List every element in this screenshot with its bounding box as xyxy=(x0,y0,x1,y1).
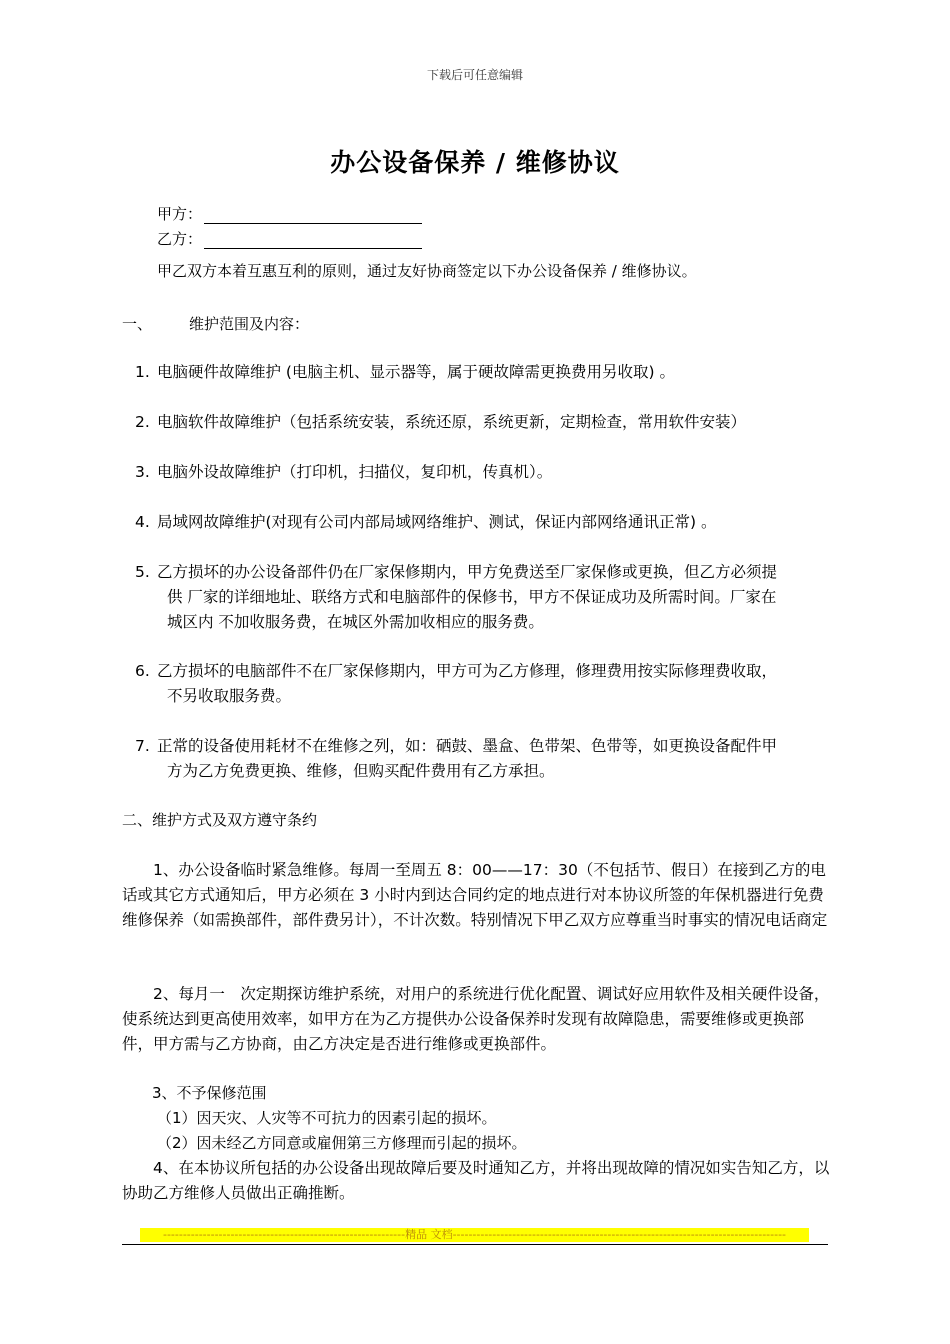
party-b-label: 乙方： xyxy=(157,230,203,248)
list-text: 电脑外设故障维护（打印机，扫描仪，复印机，传真机）。 xyxy=(157,463,553,481)
list-item-4 xyxy=(135,510,717,535)
list-item-3 xyxy=(135,460,552,485)
header-note: 下载后可任意编辑 xyxy=(426,68,523,82)
section-2-paragraph-2: 2、每月一 次定期探访维护系统，对用户的系统进行优化配置、调试好应用软件及相关硬件设备，使系统达到更高使用效率，如甲方在为乙方提供办公设备保养时发现有故障隐患，需要维修或更换部件，甲方需与乙方协商，由乙方决定是否进行维修或更换部件。 xyxy=(122,985,830,1053)
list-text: 局域网故障维护(对现有公司内部局域网络维护、测试，保证内部网络通讯正常) 。 xyxy=(157,513,717,531)
list-item-2 xyxy=(135,410,746,435)
section-2-paragraph-1: 1、办公设备临时紧急维修。每周一至周五 8：00——17：30（不包括节、假日）在接到乙方的电话或其它方式通知后，甲方必须在 3 小时内到达合同约定的地点进行对本协议所签的年保机器进行免费维修保养（如需换部件，部件费另计），不计次数。特别情况下甲乙双方应尊重当时事实的情况电话商定 xyxy=(122,861,828,929)
party-a-blank xyxy=(204,209,422,224)
party-b-blank xyxy=(204,234,422,249)
list-number: 5. xyxy=(135,563,150,581)
list-item-5 xyxy=(135,560,777,635)
list-text: 乙方损坏的电脑部件不在厂家保修期内，甲方可为乙方修理，修理费用按实际修理费收取， xyxy=(157,662,778,680)
list-number: 2. xyxy=(135,413,150,431)
section-1-heading: 维护范围及内容： xyxy=(189,315,310,333)
list-number: 7. xyxy=(135,737,150,755)
exclusion-item-2: （2）因未经乙方同意或雇佣第三方修理而引起的损坏。 xyxy=(157,1134,527,1152)
party-a-label: 甲方： xyxy=(157,205,203,223)
list-text-continued: 城区内 不加收服务费，在城区外需加收相应的服务费。 xyxy=(167,613,544,631)
list-text: 正常的设备使用耗材不在维修之列，如：硒鼓、墨盒、色带架、色带等，如更换设备配件甲 xyxy=(157,737,778,755)
list-number: 6. xyxy=(135,662,150,680)
list-number: 1. xyxy=(135,363,150,381)
footer-banner: -------------------------------------------------------------精品 文档------------------------------------------------------------------------------------ xyxy=(140,1228,809,1242)
list-text: 电脑硬件故障维护 (电脑主机、显示器等，属于硬故障需更换费用另收取) 。 xyxy=(157,363,675,381)
section-2-paragraph-3-title: 3、不予保修范围 xyxy=(122,1084,267,1102)
party-a-field xyxy=(157,203,422,224)
intro-paragraph: 甲乙双方本着互惠互利的原则，通过友好协商签定以下办公设备保养 / 维修协议。 xyxy=(157,262,697,280)
list-item-6 xyxy=(135,659,777,709)
section-2-paragraph-4: 4、在本协议所包括的办公设备出现故障后要及时通知乙方，并将出现故障的情况如实告知乙方，以协助乙方维修人员做出正确推断。 xyxy=(122,1159,830,1202)
list-item-1 xyxy=(135,360,675,385)
list-text-continued: 方为乙方免费更换、维修，但购买配件费用有乙方承担。 xyxy=(167,762,555,780)
list-text: 电脑软件故障维护（包括系统安装，系统还原，系统更新，定期检查，常用软件安装） xyxy=(157,413,747,431)
party-b-field xyxy=(157,228,422,249)
footer-divider xyxy=(122,1244,828,1245)
list-number: 3. xyxy=(135,463,150,481)
list-item-7 xyxy=(135,734,777,784)
page-title: 办公设备保养 / 维修协议 xyxy=(330,148,620,177)
section-2-heading: 二、维护方式及双方遵守条约 xyxy=(122,811,318,829)
section-1-number: 一、 xyxy=(122,315,153,333)
list-number: 4. xyxy=(135,513,150,531)
list-text-continued: 供 厂家的详细地址、联络方式和电脑部件的保修书，甲方不保证成功及所需时间。厂家在 xyxy=(167,588,777,606)
list-text: 乙方损坏的办公设备部件仍在厂家保修期内，甲方免费送至厂家保修或更换，但乙方必须提 xyxy=(157,563,778,581)
exclusion-item-1: （1）因天灾、人灾等不可抗力的因素引起的损坏。 xyxy=(157,1109,497,1127)
list-text-continued: 不另收取服务费。 xyxy=(167,687,292,705)
